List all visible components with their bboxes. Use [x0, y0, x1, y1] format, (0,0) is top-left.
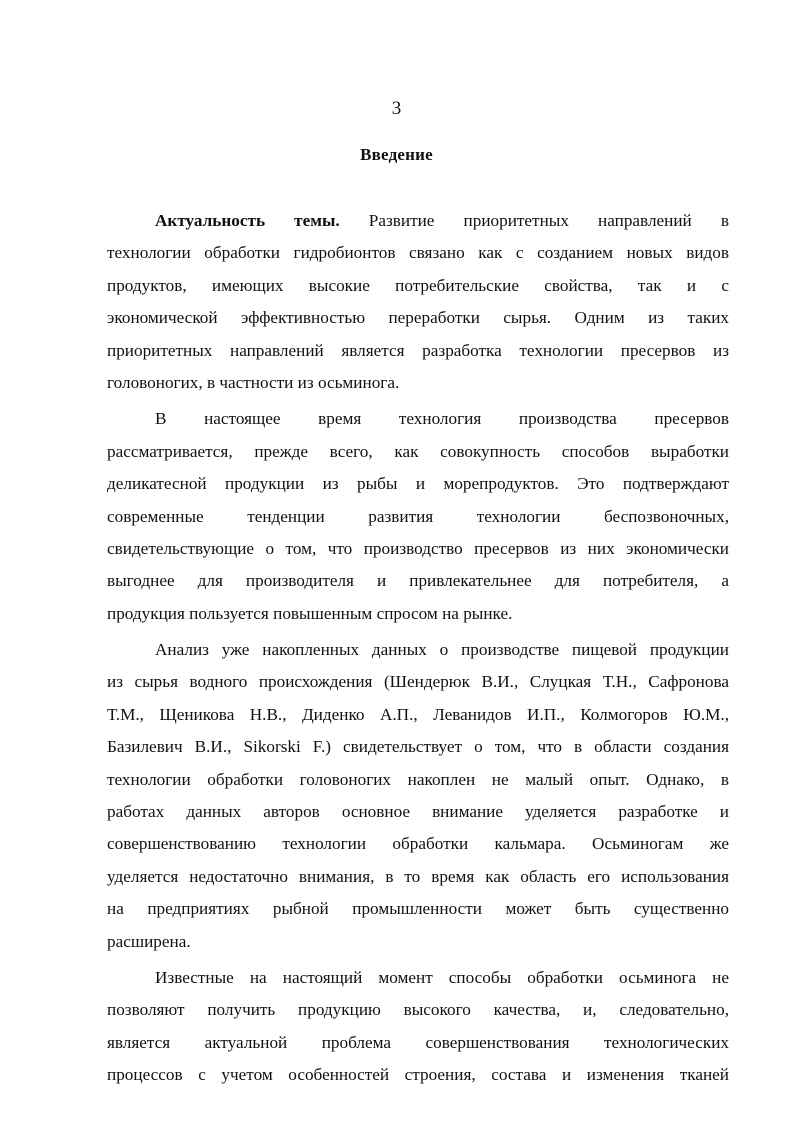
paragraph-line: работах данных авторов основное внимание уделяется разработке и [107, 802, 729, 822]
paragraph-line: В настоящее время технология производства пресервов [155, 409, 729, 429]
paragraph-line: процессов с учетом особенностей строения, состава и изменения тканей [107, 1065, 729, 1085]
paragraph-line: на предприятиях рыбной промышленности может быть существенно [107, 899, 729, 919]
paragraph-line: Анализ уже накопленных данных о производстве пищевой продукции [155, 640, 729, 660]
paragraph-line: свидетельствующие о том, что производство пресервов из них экономически [107, 538, 729, 558]
line-text: Развитие приоритетных направлений в [339, 211, 729, 230]
paragraph-line: продуктов, имеющих высокие потребительские свойства, так и с [107, 275, 729, 295]
paragraph-line: из сырья водного происхождения (Шендерюк В.И., Слуцкая Т.Н., Сафронова [107, 672, 729, 692]
paragraph-line: рассматривается, прежде всего, как совокупность способов выработки [107, 441, 729, 461]
body-text [107, 205, 729, 1092]
paragraph-line: Известные на настоящий момент способы обработки осьминога не [155, 967, 729, 987]
paragraph-line: является актуальной проблема совершенствования технологических [107, 1032, 729, 1052]
paragraph-line: выгоднее для производителя и привлекательнее для потребителя, а [107, 571, 729, 591]
paragraph-current-state [107, 403, 729, 630]
paragraph-line: уделяется недостаточно внимания, в то время как область его использования [107, 866, 729, 886]
paragraph-line: технологии обработки гидробионтов связано как с созданием новых видов [107, 243, 729, 263]
paragraph-line: расширена. [107, 931, 191, 951]
section-heading: Введение [360, 145, 433, 164]
paragraph-line: Т.М., Щеникова Н.В., Диденко А.П., Леванидов И.П., Колмогоров Ю.М., [107, 704, 729, 724]
paragraph-line: головоногих, в частности из осьминога. [107, 372, 400, 392]
paragraph-line: современные тенденции развития технологии беспозвоночных, [107, 506, 729, 526]
paragraph-line: приоритетных направлений является разработка технологии пресервов из [107, 340, 729, 360]
paragraph-line: продукция пользуется повышенным спросом на рынке. [107, 603, 513, 623]
paragraph-analysis [107, 634, 729, 958]
paragraph-line: позволяют получить продукцию высокого качества, и, следовательно, [107, 1000, 729, 1020]
paragraph-line [107, 205, 729, 237]
paragraph-line: совершенствованию технологии обработки кальмара. Осьминогам же [107, 834, 729, 854]
paragraph-lead: Актуальность темы. [155, 211, 340, 230]
paragraph-line: деликатесной продукции из рыбы и морепродуктов. Это подтверждают [107, 474, 729, 494]
page-number: 3 [391, 98, 402, 119]
paragraph-line: Базилевич В.И., Sikorski F.) свидетельствует о том, что в области создания [107, 737, 729, 757]
paragraph-relevance [107, 205, 729, 399]
paragraph-known-methods [107, 962, 729, 1092]
paragraph-line: экономической эффективностью переработки сырья. Одним из таких [107, 308, 729, 328]
paragraph-line: технологии обработки головоногих накоплен не малый опыт. Однако, в [107, 769, 729, 789]
